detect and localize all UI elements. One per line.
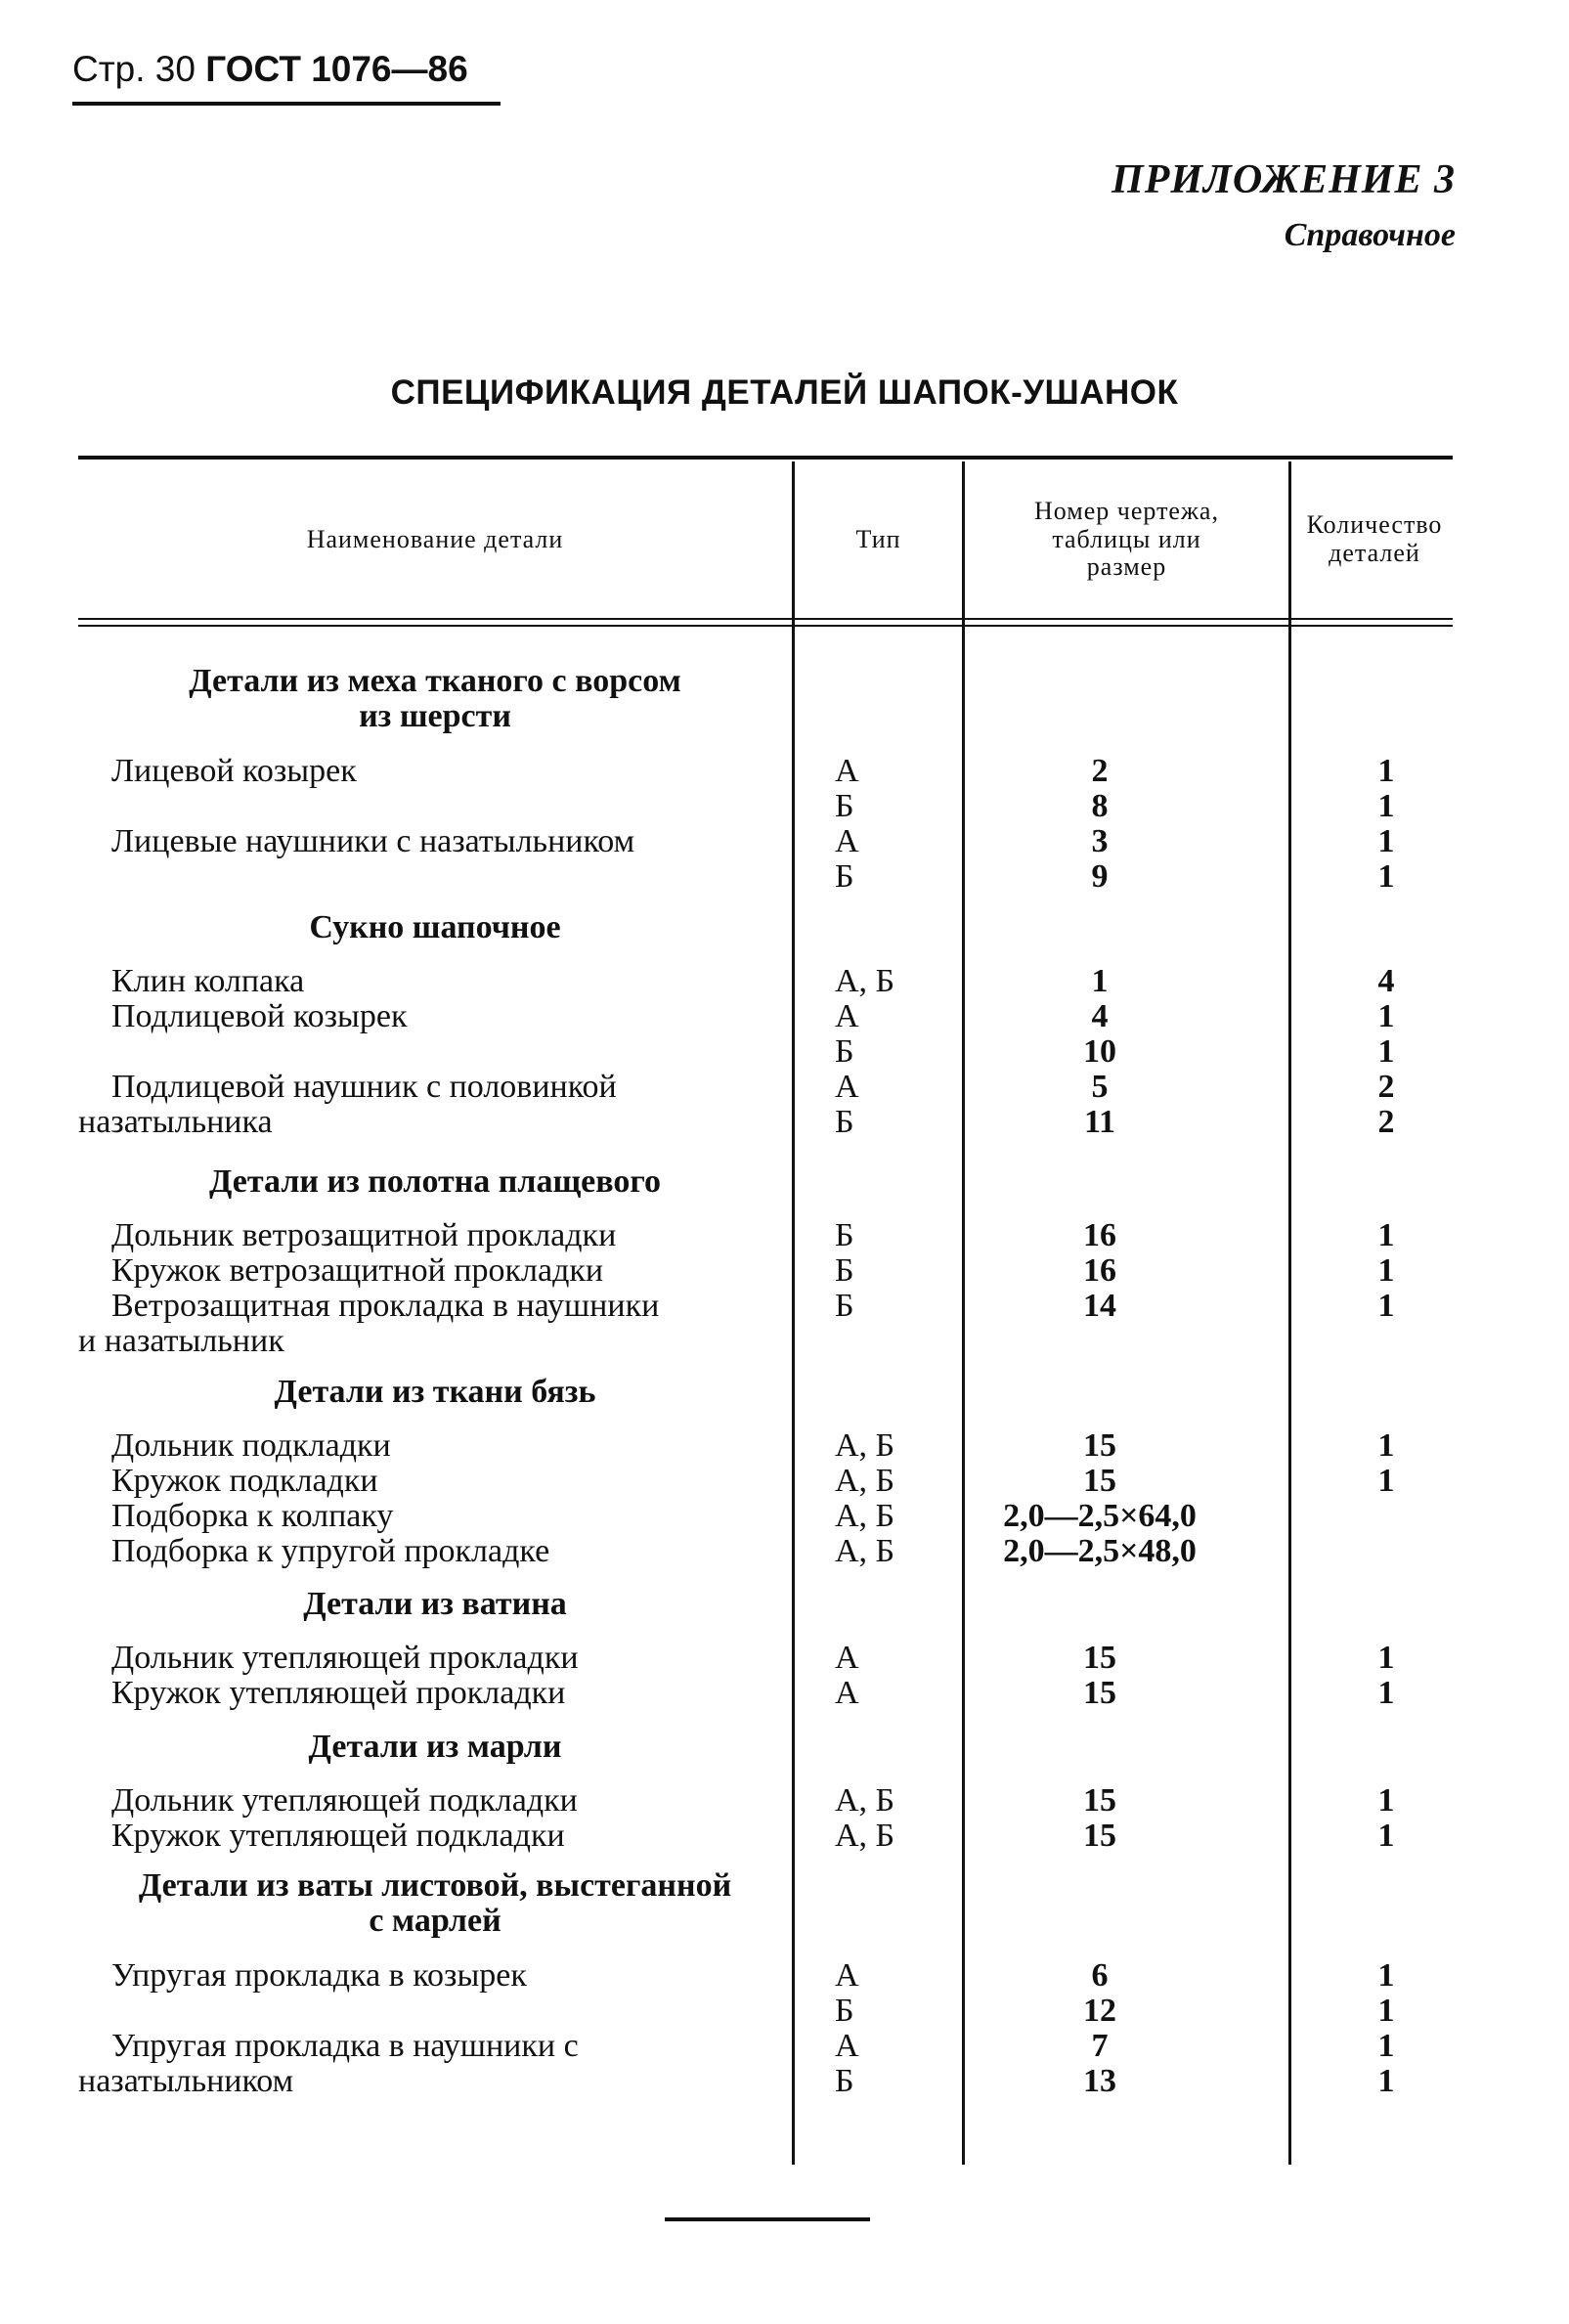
drawing-number: 9 [1091, 858, 1109, 895]
drawing-number: 2,0—2,5×64,0 [1003, 1498, 1197, 1534]
part-name: Кружок утепляющей прокладки [111, 1675, 566, 1711]
part-quantity: 1 [1377, 1252, 1395, 1289]
section-title-text: Детали из ваты листовой, выстеганной [138, 1867, 732, 1904]
part-name: Лицевые наушники с назатыльником [111, 823, 635, 859]
drawing-number: 15 [1083, 1463, 1116, 1499]
part-type: А [835, 998, 859, 1034]
part-type: А, Б [835, 1463, 895, 1499]
drawing-number: 10 [1083, 1033, 1116, 1070]
part-type: Б [835, 788, 854, 824]
drawing-number: 15 [1083, 1427, 1116, 1464]
part-quantity: 2 [1377, 1069, 1395, 1105]
part-type: А, Б [835, 963, 895, 999]
part-type: Б [835, 1217, 854, 1253]
table-title: СПЕЦИФИКАЦИЯ ДЕТАЛЕЙ ШАПОК-УШАНОК [390, 373, 1179, 412]
part-quantity: 2 [1377, 1104, 1395, 1140]
section-title-text: из шерсти [359, 698, 511, 734]
part-quantity: 1 [1377, 1640, 1395, 1676]
part-type: А [835, 1957, 859, 1994]
col-divider-3 [1288, 461, 1291, 2165]
part-quantity: 1 [1377, 1675, 1395, 1711]
part-name: Лицевой козырек [111, 753, 357, 789]
part-type: Б [835, 1104, 854, 1140]
drawing-number: 12 [1083, 1993, 1116, 2029]
section-title-text: Детали из полотна плащевого [209, 1163, 661, 1200]
drawing-number: 14 [1083, 1288, 1116, 1324]
part-name: Упругая прокладка в наушники с [111, 2028, 579, 2064]
part-quantity: 1 [1377, 1818, 1395, 1854]
drawing-number: 1 [1091, 963, 1109, 999]
col-header-drawing: Номер чертежа, таблицы или размер [1034, 497, 1219, 582]
drawing-number: 8 [1091, 788, 1109, 824]
drawing-number: 16 [1083, 1252, 1116, 1289]
section-title-text: Детали из ватина [303, 1586, 567, 1622]
part-type: Б [835, 1033, 854, 1070]
part-type: Б [835, 2063, 854, 2099]
part-name: назатыльником [78, 2063, 294, 2099]
drawing-number: 16 [1083, 1217, 1116, 1253]
part-type: Б [835, 1993, 854, 2029]
drawing-number: 15 [1083, 1640, 1116, 1676]
header-bottom-rule-1 [78, 618, 1453, 620]
part-quantity: 1 [1377, 998, 1395, 1034]
part-quantity: 1 [1377, 1993, 1395, 2029]
part-name: Дольник утепляющей прокладки [111, 1640, 579, 1676]
drawing-number: 2,0—2,5×48,0 [1003, 1533, 1197, 1569]
part-name: Кружок подкладки [111, 1463, 378, 1499]
part-name: Подлицевой козырек [111, 998, 408, 1034]
part-name: Подборка к упругой прокладке [111, 1533, 550, 1569]
part-name: Подборка к колпаку [111, 1498, 394, 1534]
drawing-number: 13 [1083, 2063, 1116, 2099]
drawing-number: 2 [1091, 753, 1109, 789]
part-type: Б [835, 858, 854, 895]
part-quantity: 1 [1377, 1957, 1395, 1994]
header-bottom-rule-2 [78, 625, 1453, 627]
drawing-number: 7 [1091, 2028, 1109, 2064]
footer-rule [665, 2217, 870, 2221]
part-type: А, Б [835, 1533, 895, 1569]
header-rule [72, 102, 501, 106]
part-type: А, Б [835, 1498, 895, 1534]
drawing-number: 3 [1091, 823, 1109, 859]
part-quantity: 1 [1377, 858, 1395, 895]
part-quantity: 1 [1377, 753, 1395, 789]
drawing-number: 15 [1083, 1818, 1116, 1854]
col-header-name: Наименование детали [306, 524, 564, 553]
part-type: А [835, 753, 859, 789]
drawing-number: 11 [1083, 1104, 1116, 1140]
part-name: и назатыльник [78, 1323, 284, 1359]
standard-code: ГОСТ 1076—86 [205, 49, 468, 89]
part-quantity: 1 [1377, 2028, 1395, 2064]
part-name: Подлицевой наушник с половинкой [111, 1069, 617, 1105]
part-name: Клин колпака [111, 963, 305, 999]
section-title-text: Детали из меха тканого с ворсом [189, 663, 681, 699]
drawing-number: 15 [1083, 1675, 1116, 1711]
part-type: А [835, 1640, 859, 1676]
drawing-number: 15 [1083, 1782, 1116, 1819]
part-quantity: 1 [1377, 1463, 1395, 1499]
part-name: Кружок утепляющей подкладки [111, 1818, 565, 1854]
appendix-title: ПРИЛОЖЕНИЕ 3 [1111, 157, 1456, 202]
part-type: А [835, 823, 859, 859]
part-type: А, Б [835, 1427, 895, 1464]
part-type: А [835, 2028, 859, 2064]
running-header [72, 49, 468, 90]
part-type: А, Б [835, 1782, 895, 1819]
page-number: Стр. 30 [72, 49, 196, 89]
section-title-text: Детали из ткани бязь [274, 1374, 596, 1410]
part-quantity: 1 [1377, 788, 1395, 824]
part-type: А [835, 1675, 859, 1711]
part-name: назатыльника [78, 1104, 273, 1140]
col-divider-1 [792, 461, 795, 2165]
part-name: Дольник ветрозащитной прокладки [111, 1217, 617, 1253]
table-top-rule [78, 456, 1453, 460]
section-title-text: Детали из марли [308, 1729, 562, 1765]
drawing-number: 6 [1091, 1957, 1109, 1994]
appendix-subtitle: Справочное [1284, 217, 1456, 253]
part-type: А, Б [835, 1818, 895, 1854]
part-quantity: 1 [1377, 1427, 1395, 1464]
part-quantity: 1 [1377, 1033, 1395, 1070]
part-quantity: 1 [1377, 823, 1395, 859]
part-quantity: 1 [1377, 2063, 1395, 2099]
section-title-text: с марлей [369, 1903, 501, 1939]
col-header-qty: Количество деталей [1306, 510, 1443, 567]
part-name: Кружок ветрозащитной прокладки [111, 1252, 604, 1289]
part-name: Ветрозащитная прокладка в наушники [111, 1288, 660, 1324]
part-name: Дольник утепляющей подкладки [111, 1782, 578, 1819]
part-type: Б [835, 1288, 854, 1324]
part-type: А [835, 1069, 859, 1105]
part-name: Упругая прокладка в козырек [111, 1957, 527, 1994]
part-quantity: 1 [1377, 1288, 1395, 1324]
col-header-type: Тип [855, 524, 901, 553]
part-quantity: 4 [1377, 963, 1395, 999]
part-type: Б [835, 1252, 854, 1289]
part-name: Дольник подкладки [111, 1427, 391, 1464]
part-quantity: 1 [1377, 1782, 1395, 1819]
drawing-number: 4 [1091, 998, 1109, 1034]
drawing-number: 5 [1091, 1069, 1109, 1105]
section-title-text: Сукно шапочное [309, 909, 561, 945]
part-quantity: 1 [1377, 1217, 1395, 1253]
appendix-label [1111, 156, 1456, 254]
